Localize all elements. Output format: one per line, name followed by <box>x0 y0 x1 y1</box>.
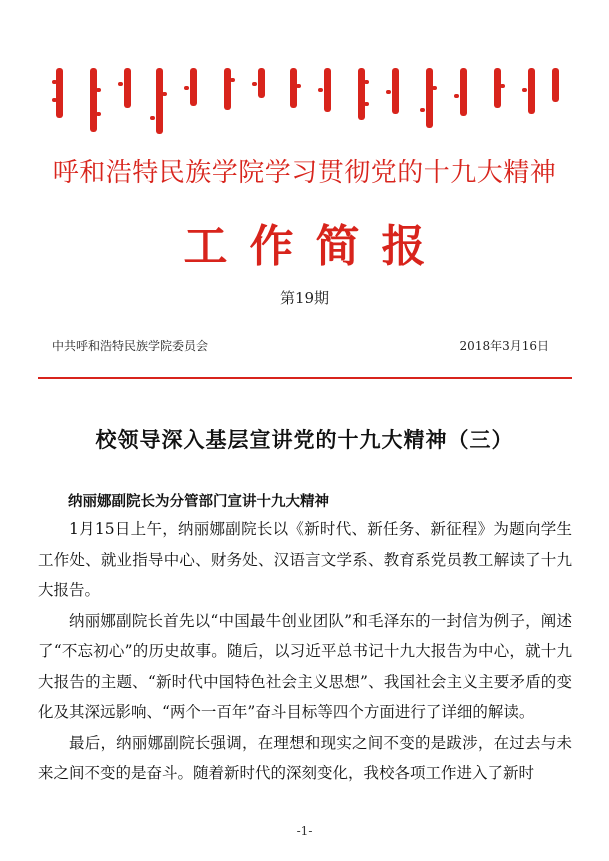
article-body <box>38 514 572 789</box>
bulletin-header-title: 呼和浩特民族学院学习贯彻党的十九大精神 <box>52 158 557 188</box>
article-title: 校领导深入基层宣讲党的十九大精神（三） <box>95 427 514 452</box>
paragraph: 纳丽娜副院长首先以“中国最牛创业团队”和毛泽东的一封信为例子，阐述了“不忘初心”的历史故事。随后，以习近平总书记十九大报告为中心，就十九大报告的主题、“新时代中国特色社会主义思想”、我国社会主义主要矛盾的变化及其深远影响、“两个一百年”奋斗目标等四个方面进行了详细的解读。 <box>38 611 572 721</box>
issue-date: 2018年3月16日 <box>459 339 549 353</box>
issue-number: 第19期 <box>279 289 330 307</box>
bulletin-brief-title: 工作简报 <box>183 221 448 272</box>
article-subheading: 纳丽娜副院长为分管部门宣讲十九大精神 <box>68 494 329 510</box>
page-number: -1- <box>296 824 313 838</box>
mongolian-script-header <box>52 68 560 138</box>
paragraph: 1月15日上午，纳丽娜副院长以《新时代、新任务、新征程》为题向学生工作处、就业指导中心、财务处、汉语言文学系、教育系党员教工解读了十九大报告。 <box>38 520 572 599</box>
paragraph: 最后，纳丽娜副院长强调，在理想和现实之间不变的是跋涉，在过去与未来之间不变的是奋斗。随着新时代的深刻变化，我校各项工作进入了新时 <box>38 733 572 782</box>
header-divider <box>38 377 572 379</box>
issuing-organization: 中共呼和浩特民族学院委员会 <box>52 339 209 353</box>
